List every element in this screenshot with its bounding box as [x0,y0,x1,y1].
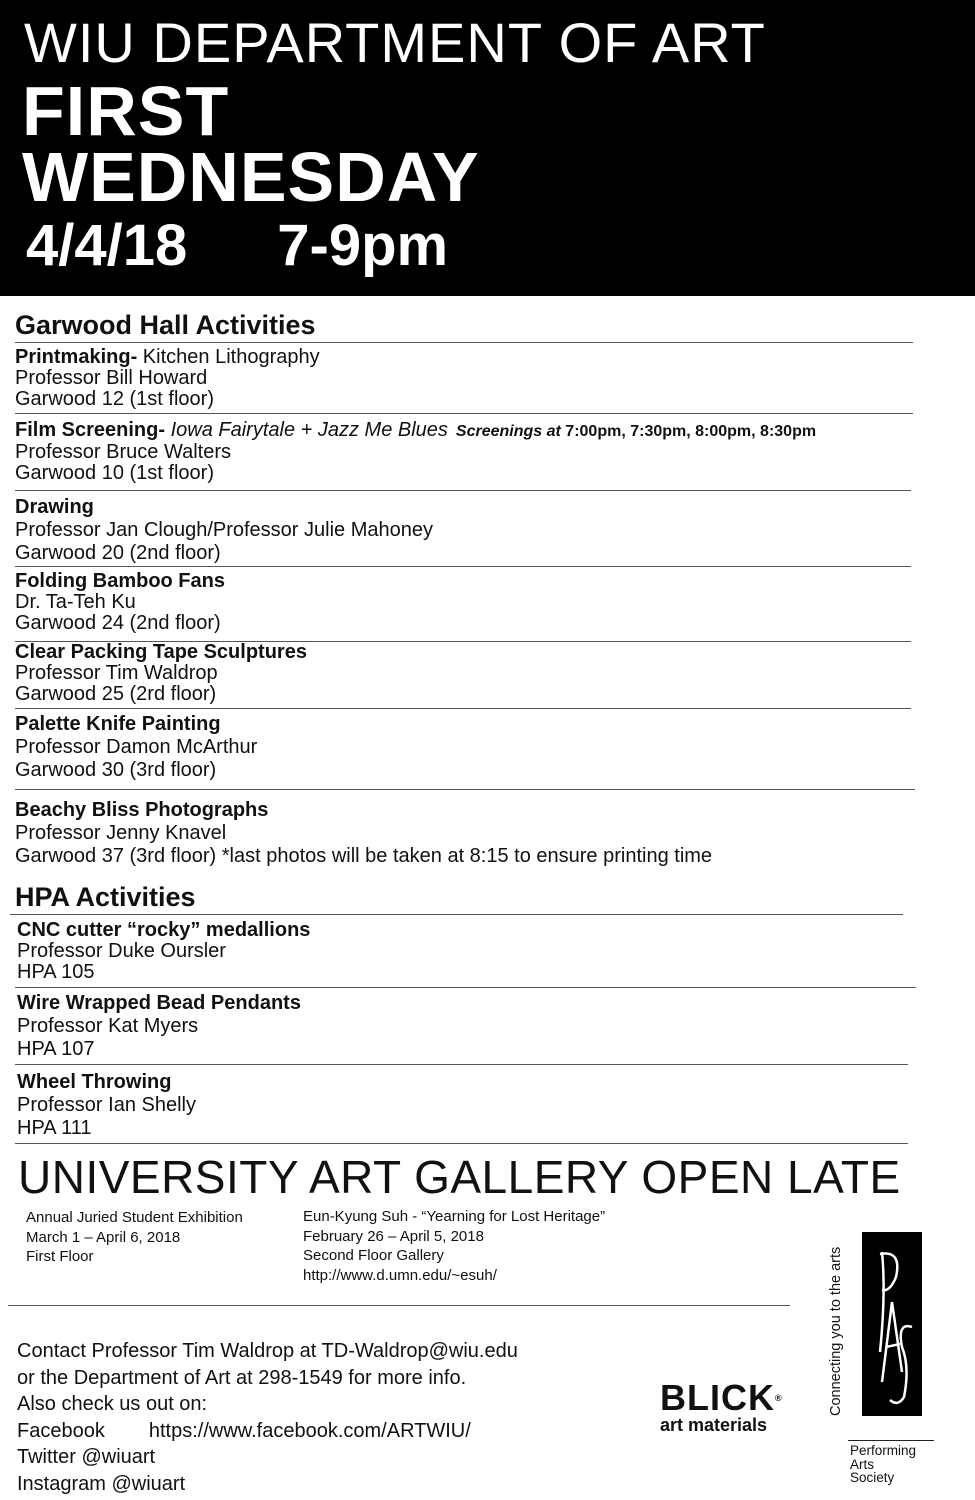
header-banner [0,0,975,296]
gallery-title: UNIVERSITY ART GALLERY OPEN LATE [18,1151,901,1203]
twitter-handle[interactable]: Twitter @wiuart [17,1446,156,1468]
activity-drawing [15,496,433,565]
activity-name: Wheel Throwing [17,1071,172,1093]
event-datetime [26,212,448,279]
activity-name: Drawing [15,496,94,518]
activity-beachy-bliss [15,799,712,868]
divider [15,490,911,491]
activity-name: Wire Wrapped Bead Pendants [17,992,301,1014]
pas-name-line: Arts [850,1456,875,1472]
divider [15,789,915,790]
event-title [22,72,480,216]
divider [15,413,913,414]
activity-person: Dr. Ta-Teh Ku [15,591,136,613]
blick-name: BLICK [660,1377,775,1418]
pas-name [850,1444,916,1485]
activity-room: Garwood 24 (2nd floor) [15,612,221,634]
activity-name: Folding Bamboo Fans [15,570,225,592]
facebook-link[interactable]: https://www.facebook.com/ARTWIU/ [148,1419,471,1442]
garwood-section-title: Garwood Hall Activities [15,310,316,340]
contact-line: or the Department of Art at 298-1549 for more info. [17,1366,467,1389]
activity-person: Professor Jenny Knavel [15,822,227,844]
activity-room: Garwood 20 (2nd floor) [15,542,221,564]
event-date: 4/4/18 [26,213,188,278]
facebook-label: Facebook [17,1419,105,1442]
activity-name: Palette Knife Painting [15,713,221,735]
activity-room: Garwood 25 (2rd floor) [15,683,217,705]
film-titles: Iowa Fairytale + Jazz Me Blues [165,419,448,441]
blick-subtitle: art materials [660,1415,768,1435]
activity-person: Professor Duke Oursler [17,940,226,962]
exhibit-dates: March 1 – April 6, 2018 [26,1228,181,1246]
pas-name-line: Society [850,1470,895,1485]
screening-times: 7:00pm, 7:30pm, 8:00pm, 8:30pm [560,423,817,440]
blick-logo [660,1377,800,1435]
activity-name: Clear Packing Tape Sculptures [15,641,307,663]
activity-room: Garwood 12 (1st floor) [15,388,214,410]
activity-name: Film Screening- [15,419,166,441]
contact-line: Contact Professor Tim Waldrop at TD-Waldrop@wiu.edu [17,1340,518,1362]
activity-cnc-medallions [17,920,310,983]
activity-person: Professor Kat Myers [17,1015,199,1037]
activity-film-screening [15,420,816,484]
divider [15,708,911,709]
blick-registered-mark: ® [775,1393,783,1403]
divider [15,342,913,343]
exhibit-location: First Floor [26,1248,94,1265]
divider [15,566,911,567]
divider [10,914,903,915]
exhibit-location: Second Floor Gallery [303,1247,444,1264]
event-title-line1: FIRST [22,72,230,150]
activity-room: Garwood 30 (3rd floor) [15,759,217,781]
exhibit-name: Eun-Kyung Suh - “Yearning for Lost Heritage” [303,1208,606,1225]
activity-palette-knife [15,713,257,782]
activity-wheel-throwing [17,1071,196,1140]
screening-note: Screenings at [455,423,561,440]
divider [15,987,916,988]
event-title-line2: WEDNESDAY [22,138,480,216]
activity-room: HPA 111 [17,1117,92,1139]
event-time: 7-9pm [277,213,449,278]
activity-bamboo-fans [15,571,225,634]
divider [15,1143,908,1144]
exhibit-suh [303,1207,605,1285]
divider [15,1064,908,1065]
activity-room: HPA 107 [17,1038,95,1060]
exhibit-student [26,1208,243,1267]
activity-person: Professor Jan Clough/Professor Julie Mahoney [15,519,433,541]
activity-room: Garwood 10 (1st floor) [15,462,214,484]
instagram-handle[interactable]: Instagram @wiuart [17,1472,186,1495]
exhibit-url[interactable]: http://www.d.umn.edu/~esuh/ [303,1266,497,1284]
activity-printmaking [15,347,320,410]
pas-tagline: Connecting you to the arts [828,1246,844,1416]
hpa-section-title: HPA Activities [15,882,196,912]
activity-person: Professor Tim Waldrop [15,662,218,684]
activity-person: Professor Damon McArthur [15,736,258,758]
activity-name: Beachy Bliss Photographs [15,799,269,821]
activity-person: Professor Bill Howard [15,367,208,389]
activity-name-detail: Kitchen Lithography [137,346,320,368]
activity-tape-sculptures [15,642,307,705]
pas-name-line: Performing [850,1443,917,1458]
contact-info [17,1338,518,1497]
pas-logo-icon [862,1232,922,1416]
activity-name: CNC cutter “rocky” medallions [17,919,311,941]
activity-room: HPA 105 [17,961,95,983]
activity-room: Garwood 37 (3rd floor) *last photos will be taken at 8:15 to ensure printing time [15,845,713,867]
exhibit-dates: February 26 – April 5, 2018 [303,1227,484,1245]
divider [8,1305,790,1306]
activity-person: Professor Ian Shelly [17,1094,196,1116]
contact-line: Also check us out on: [17,1393,208,1415]
exhibit-name: Annual Juried Student Exhibition [26,1209,243,1226]
department-title: WIU DEPARTMENT OF ART [24,11,766,74]
activity-wire-pendants [17,992,301,1061]
activity-person: Professor Bruce Walters [15,441,231,463]
divider [848,1440,934,1441]
activity-name: Printmaking- [15,346,138,368]
